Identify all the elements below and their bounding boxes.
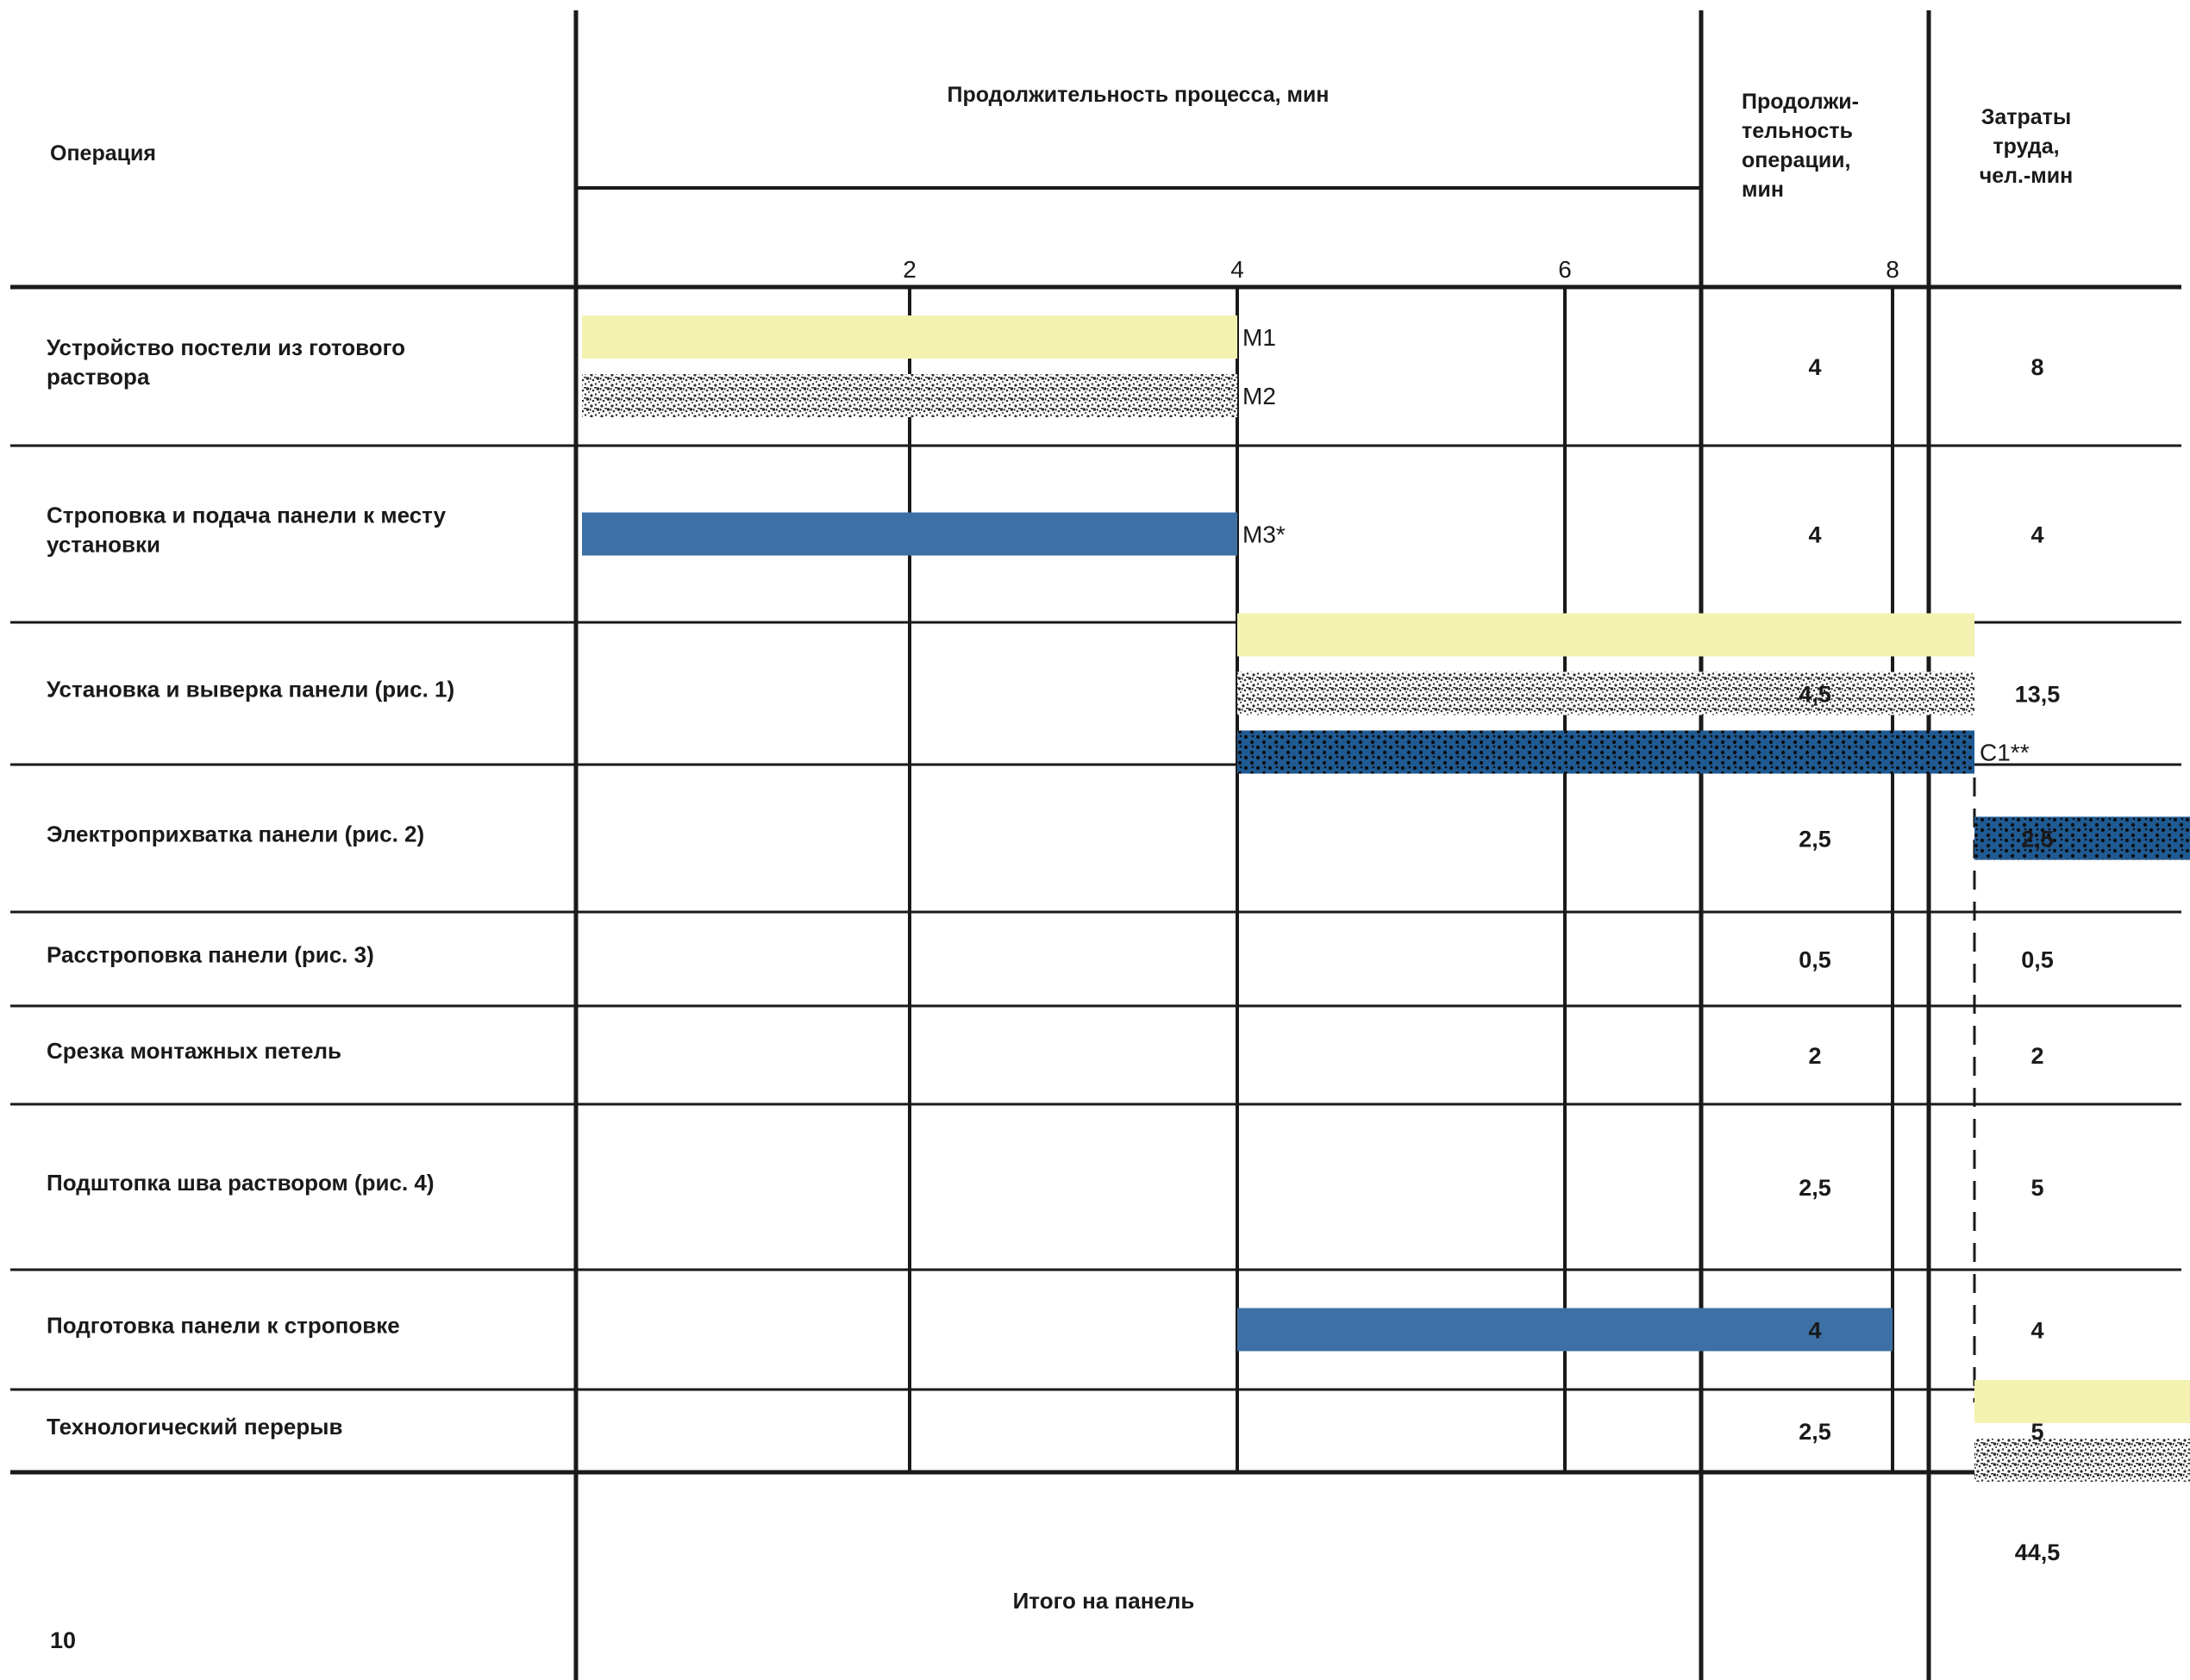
operation-name: Подштопка шва раствором (рис. 4): [47, 1170, 435, 1196]
labor-cost: 5: [2030, 1175, 2044, 1201]
operation-duration-header: [1742, 90, 1859, 202]
duration-line: мин: [1742, 178, 1784, 202]
operation-duration: 2: [1808, 1043, 1822, 1069]
labor-cost: 13,5: [2014, 681, 2061, 708]
labor-cost: 0,5: [2021, 946, 2054, 973]
labor-line: труда,: [1993, 134, 2060, 159]
operation-name: Срезка монтажных петель: [47, 1038, 341, 1064]
labor-cost: 4: [2030, 521, 2044, 548]
operation-duration: 2,5: [1799, 1419, 1831, 1445]
labor-cost: 8: [2030, 354, 2044, 380]
gantt-bar-dotted: [1237, 731, 1974, 774]
bar-label: М2: [1242, 383, 1276, 409]
bar-label: С1**: [1980, 739, 2030, 766]
gantt-bar-speckle: [582, 374, 1237, 417]
operation-name: Строповка и подача панели к месту: [47, 502, 447, 528]
bar-label: М1: [1242, 324, 1276, 351]
table-rows: [47, 334, 2060, 1445]
operation-header: Операция: [50, 141, 156, 166]
process-duration-header: Продолжительность процесса, мин: [947, 83, 1330, 107]
operation-name: Установка и выверка панели (рис. 1): [47, 676, 455, 703]
labor-cost: 4: [2030, 1317, 2044, 1344]
labor-line: Затраты: [1980, 105, 2072, 129]
x-tick-label: 4: [1230, 256, 1244, 283]
labor-cost-header: [1980, 105, 2074, 188]
labor-cost: 2: [2030, 1043, 2044, 1069]
operation-name: Расстроповка панели (рис. 3): [47, 941, 374, 968]
x-axis-ticks: [903, 256, 2190, 283]
duration-line: тельность: [1742, 119, 1853, 143]
row-dividers: [10, 446, 2181, 1390]
operation-duration: 2,5: [1799, 826, 1831, 852]
duration-line: операции,: [1742, 148, 1851, 172]
operation-duration: 4: [1808, 521, 1822, 548]
gantt-bar-dotted: [1974, 817, 2190, 860]
gantt-bar-yellow: [1237, 614, 1974, 657]
dependency-links: [1974, 778, 2190, 1402]
gantt-bar-yellow: [1974, 1380, 2190, 1423]
operation-name: установки: [47, 531, 161, 558]
operation-name: раствора: [47, 364, 150, 390]
gantt-bar-blue: [582, 513, 1237, 556]
operation-duration: 4: [1808, 1317, 1822, 1344]
x-tick-label: 8: [1886, 256, 1899, 283]
operation-name: Подготовка панели к строповке: [47, 1312, 400, 1339]
bar-label: М3*: [1242, 521, 1286, 548]
gantt-bar-speckle: [1237, 672, 1974, 715]
labor-cost: 5: [2030, 1419, 2044, 1445]
gantt-bar-blue: [1237, 1308, 1893, 1352]
operation-name: Устройство постели из готового: [47, 334, 406, 360]
time-grid: [910, 287, 2190, 1472]
gantt-bar-speckle: [1974, 1439, 2190, 1482]
total-label: Итого на панель: [1012, 1588, 1195, 1614]
operation-duration: 4,5: [1799, 681, 1831, 708]
x-tick-label: 6: [1558, 256, 1572, 283]
operation-duration: 0,5: [1799, 946, 1831, 973]
operation-duration: 2,5: [1799, 1175, 1831, 1201]
operation-duration: 4: [1808, 354, 1822, 380]
x-tick-label: 2: [903, 256, 917, 283]
gantt-bar-yellow: [582, 315, 1237, 359]
duration-line: Продолжи-: [1742, 90, 1859, 114]
gantt-bars: [582, 315, 2190, 1482]
total-labor-value: 44,5: [2014, 1539, 2061, 1565]
page-number: 10: [50, 1627, 77, 1653]
labor-cost: 2,5: [2021, 826, 2054, 852]
labor-line: чел.-мин: [1979, 164, 2074, 188]
operation-name: Электроприхватка панели (рис. 2): [47, 821, 425, 847]
operation-name: Технологический перерыв: [47, 1414, 343, 1440]
